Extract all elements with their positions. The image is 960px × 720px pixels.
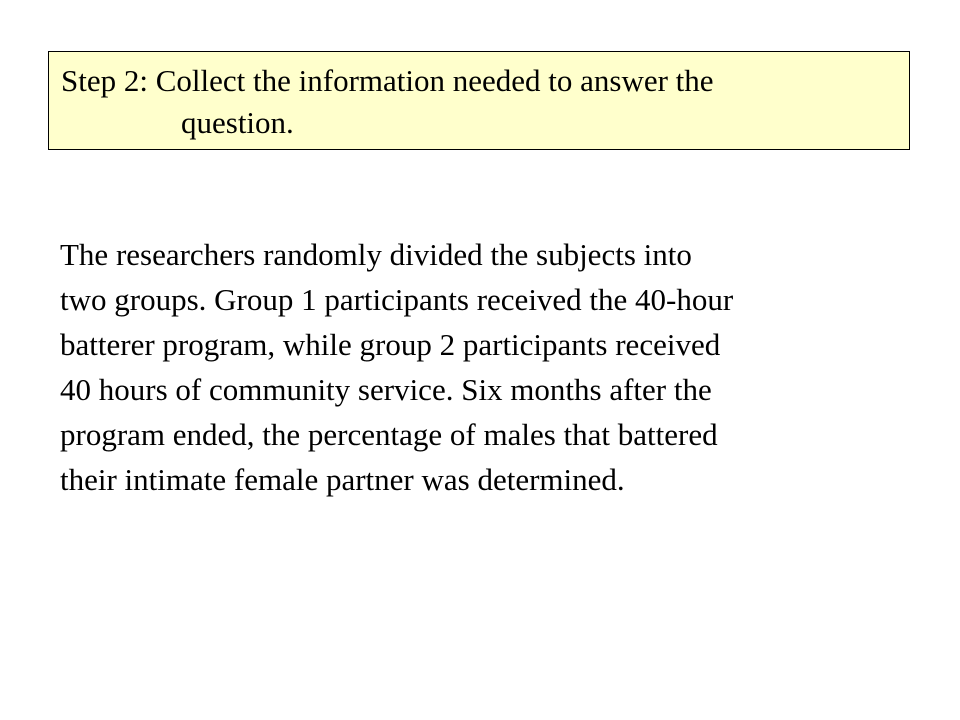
- body-line: batterer program, while group 2 participants received: [60, 327, 721, 362]
- step-heading-line-2: question.: [181, 105, 294, 140]
- body-line: program ended, the percentage of males that battered: [60, 417, 718, 452]
- body-line: 40 hours of community service. Six months after the: [60, 372, 712, 407]
- body-line: their intimate female partner was determined.: [60, 462, 625, 497]
- body-line: two groups. Group 1 participants received the 40-hour: [60, 282, 734, 317]
- step-heading-line-1: Step 2: Collect the information needed to answer the: [61, 63, 714, 98]
- body-paragraph: [60, 232, 920, 502]
- body-line: The researchers randomly divided the subjects into: [60, 237, 692, 272]
- step-callout-box: [48, 51, 910, 150]
